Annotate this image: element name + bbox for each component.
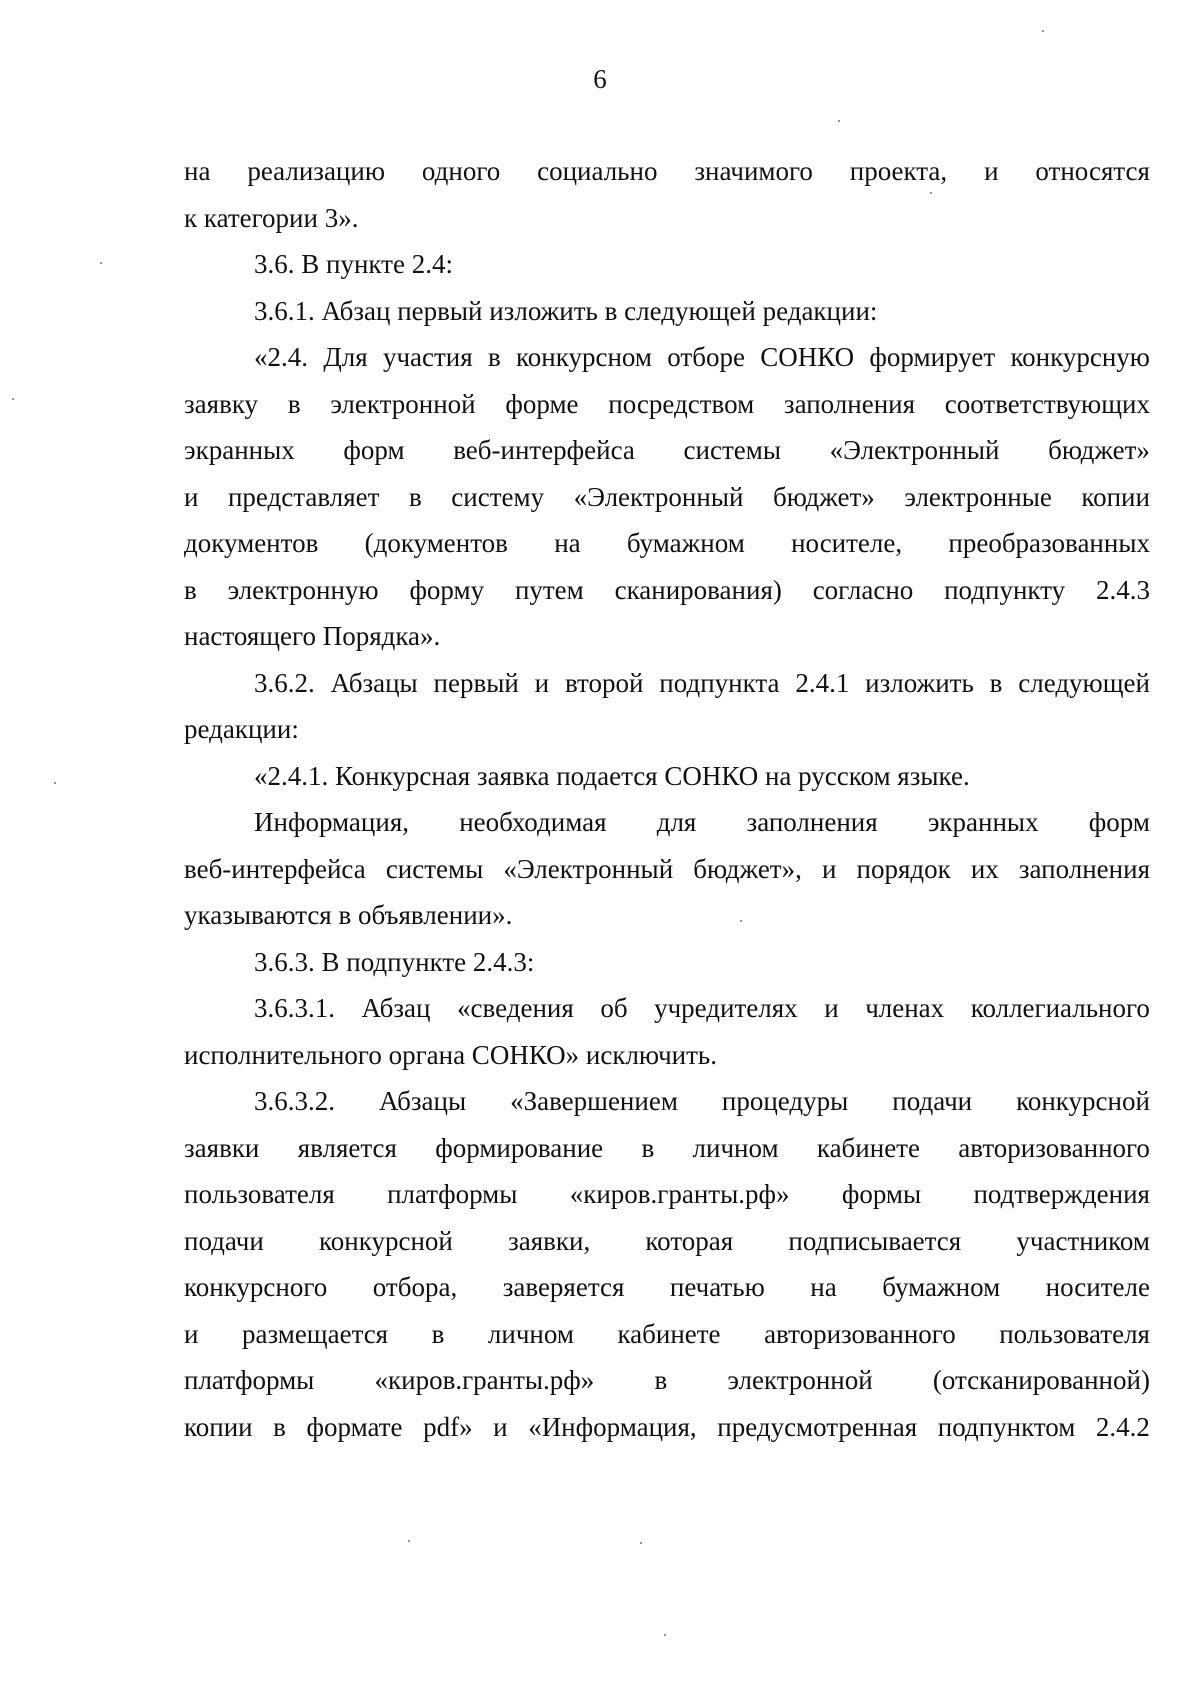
word: копии bbox=[1081, 481, 1150, 512]
word: 3.6.2. bbox=[254, 667, 315, 698]
word: одного bbox=[421, 156, 501, 186]
word: подпункту bbox=[944, 574, 1066, 605]
word: размещается bbox=[241, 1318, 389, 1349]
paragraph-line bbox=[184, 1264, 1150, 1311]
word: относятся bbox=[1035, 156, 1150, 186]
word: подписывается bbox=[788, 1225, 962, 1256]
word: на bbox=[810, 1272, 837, 1302]
word: авторизованного bbox=[764, 1318, 956, 1349]
word: их bbox=[970, 853, 999, 884]
word: СОНКО bbox=[760, 342, 855, 372]
word: представляет bbox=[227, 481, 380, 512]
word: Для bbox=[323, 342, 368, 372]
word: конкурсной bbox=[1016, 1086, 1150, 1116]
word: (отсканированной) bbox=[932, 1365, 1150, 1395]
word: бюджет» bbox=[1048, 435, 1150, 465]
word: и bbox=[184, 1318, 199, 1349]
word: на bbox=[554, 528, 581, 558]
word: в bbox=[431, 1318, 445, 1349]
word: значимого bbox=[694, 156, 813, 186]
word: в bbox=[409, 481, 422, 512]
paragraph-first-line bbox=[184, 939, 1150, 986]
word: изложить bbox=[865, 667, 974, 698]
word: в bbox=[184, 574, 197, 605]
word: заверяется bbox=[502, 1272, 625, 1302]
word: и bbox=[984, 156, 999, 186]
scan-speck bbox=[740, 920, 742, 922]
word: копии bbox=[184, 1411, 253, 1442]
word: второй bbox=[564, 667, 644, 698]
word: участником bbox=[1016, 1225, 1150, 1256]
document-body bbox=[184, 148, 1150, 1450]
paragraph-line bbox=[184, 1404, 1150, 1451]
word: и bbox=[824, 993, 839, 1023]
word: подпункта bbox=[659, 667, 780, 698]
scan-speck bbox=[1042, 30, 1044, 32]
word: в bbox=[989, 667, 1003, 698]
word: Абзацы bbox=[378, 1086, 467, 1116]
line-text: 3.6. В пункте 2.4: bbox=[254, 249, 453, 279]
word: отбора, bbox=[372, 1272, 458, 1302]
scan-speck bbox=[664, 1634, 666, 1636]
word: личном bbox=[692, 1132, 779, 1163]
word: электронной bbox=[330, 388, 476, 419]
word: в bbox=[641, 1132, 655, 1163]
word: бумажном bbox=[882, 1272, 1001, 1302]
word: (документов bbox=[364, 528, 508, 558]
line-text: 3.6.1. Абзац первый изложить в следующей редакции: bbox=[254, 295, 878, 326]
word: форм bbox=[1088, 807, 1150, 837]
word: на bbox=[184, 156, 211, 186]
scan-speck bbox=[100, 262, 102, 264]
word: участия bbox=[382, 342, 473, 372]
word: для bbox=[656, 807, 697, 837]
word: в bbox=[273, 1411, 286, 1442]
word: об bbox=[600, 993, 628, 1023]
word: согласно bbox=[812, 574, 914, 605]
word: которая bbox=[645, 1225, 734, 1256]
page-number: 6 bbox=[593, 64, 607, 94]
word: системы bbox=[385, 853, 484, 884]
word: необходимая bbox=[459, 807, 607, 837]
paragraph-line bbox=[184, 846, 1150, 893]
word: «Завершением bbox=[510, 1086, 678, 1116]
word: в bbox=[654, 1365, 668, 1395]
word: веб-интерфейса bbox=[453, 435, 635, 465]
word: в bbox=[287, 388, 301, 419]
word: подачи bbox=[892, 1086, 973, 1116]
paragraph-line bbox=[184, 1032, 1150, 1079]
word: следующей bbox=[1018, 667, 1150, 698]
paragraph-line bbox=[184, 427, 1150, 474]
word: и bbox=[493, 1411, 508, 1442]
paragraph-first-line bbox=[184, 799, 1150, 846]
word: «2.4. bbox=[254, 342, 308, 372]
paragraph-line bbox=[184, 892, 1150, 939]
word: заявки bbox=[184, 1132, 260, 1163]
word: подтверждения bbox=[973, 1179, 1150, 1209]
paragraph-line bbox=[184, 1125, 1150, 1172]
word: посредством bbox=[608, 388, 755, 419]
word: заявки, bbox=[508, 1225, 591, 1256]
paragraph-line bbox=[184, 1171, 1150, 1218]
paragraph-first-line bbox=[184, 753, 1150, 800]
word: веб-интерфейса bbox=[184, 853, 366, 884]
word: кабинете bbox=[617, 1318, 721, 1349]
paragraph-line bbox=[184, 381, 1150, 428]
word: «Электронный bbox=[573, 481, 744, 512]
paragraph-line bbox=[184, 195, 1150, 242]
word: pdf» bbox=[423, 1411, 473, 1442]
word: сканирования) bbox=[614, 574, 782, 605]
scan-speck bbox=[930, 192, 932, 194]
paragraph-line bbox=[184, 474, 1150, 521]
word: преобразованных bbox=[948, 528, 1150, 558]
word: формы bbox=[841, 1179, 922, 1209]
word: порядок bbox=[856, 853, 951, 884]
word: авторизованного bbox=[958, 1132, 1150, 1163]
word: коллегиального bbox=[970, 993, 1150, 1023]
word: бюджет» bbox=[772, 481, 875, 512]
paragraph-line bbox=[184, 520, 1150, 567]
scan-speck bbox=[640, 1542, 642, 1544]
word: экранных bbox=[927, 807, 1039, 837]
word: заполнения bbox=[746, 807, 878, 837]
word: и bbox=[821, 853, 837, 884]
word: систему bbox=[451, 481, 545, 512]
word: процедуры bbox=[721, 1086, 849, 1116]
word: носителе, bbox=[791, 528, 903, 558]
word: «сведения bbox=[457, 993, 574, 1023]
scan-speck bbox=[54, 782, 56, 784]
word: заполнения bbox=[783, 388, 916, 419]
word: соответствующих bbox=[944, 388, 1150, 419]
word: электронные bbox=[904, 481, 1052, 512]
word: является bbox=[297, 1132, 397, 1163]
line-text: указываются в объявлении». bbox=[184, 900, 513, 930]
word: «Электронный bbox=[503, 853, 674, 884]
paragraph-line bbox=[184, 613, 1150, 660]
word: форму bbox=[409, 574, 485, 605]
paragraph-first-line bbox=[184, 1078, 1150, 1125]
word: форме bbox=[505, 388, 579, 419]
scan-speck bbox=[838, 120, 840, 122]
word: платформы bbox=[387, 1179, 518, 1209]
word: и bbox=[534, 667, 550, 698]
word: форм bbox=[343, 435, 405, 465]
word: первый bbox=[433, 667, 519, 698]
word: конкурсной bbox=[319, 1225, 453, 1256]
paragraph-line bbox=[184, 1357, 1150, 1404]
word: электронную bbox=[227, 574, 379, 605]
word: путем bbox=[514, 574, 584, 605]
word: «Электронный bbox=[829, 435, 1000, 465]
paragraph-first-line bbox=[184, 241, 1150, 288]
paragraph-line bbox=[184, 1311, 1150, 1358]
paragraph-first-line bbox=[184, 660, 1150, 707]
word: формирование bbox=[435, 1132, 604, 1163]
word: 3.6.3.2. bbox=[254, 1086, 335, 1116]
word: документов bbox=[184, 528, 319, 558]
word: и bbox=[184, 481, 199, 512]
word: «киров.гранты.рф» bbox=[374, 1365, 595, 1395]
word: экранных bbox=[184, 435, 295, 465]
paragraph-line bbox=[184, 706, 1150, 753]
word: 2.4.1 bbox=[795, 667, 850, 698]
line-text: 3.6.3. В подпункте 2.4.3: bbox=[254, 946, 535, 977]
word: 2.4.3 bbox=[1095, 574, 1150, 605]
word: конкурсном bbox=[516, 342, 652, 372]
word: социально bbox=[537, 156, 658, 186]
word: проекта, bbox=[849, 156, 948, 186]
word: электронной bbox=[727, 1365, 873, 1395]
word: в bbox=[487, 342, 501, 372]
word: бумажном bbox=[626, 528, 745, 558]
word: «Информация, bbox=[528, 1411, 697, 1442]
scan-speck bbox=[408, 1540, 410, 1542]
line-text: редакции: bbox=[184, 714, 299, 744]
word: подпунктом bbox=[937, 1411, 1076, 1442]
word: Информация, bbox=[254, 807, 409, 837]
word: личном bbox=[487, 1318, 574, 1349]
paragraph-first-line bbox=[184, 334, 1150, 381]
word: системы bbox=[683, 435, 781, 465]
word: учредителях bbox=[654, 993, 798, 1023]
word: формирует bbox=[869, 342, 996, 372]
word: заполнения bbox=[1018, 853, 1150, 884]
word: бюджет», bbox=[693, 853, 802, 884]
word: отборе bbox=[667, 342, 745, 372]
word: печатью bbox=[669, 1272, 765, 1302]
line-text: к категории 3». bbox=[184, 202, 359, 233]
word: пользователя bbox=[184, 1179, 335, 1209]
paragraph-line bbox=[184, 567, 1150, 614]
word: формате bbox=[306, 1411, 403, 1442]
line-text: исполнительного органа СОНКО» исключить. bbox=[184, 1039, 717, 1070]
word: предусмотренная bbox=[717, 1411, 918, 1442]
word: подачи bbox=[184, 1225, 264, 1256]
word: 3.6.3.1. bbox=[254, 993, 335, 1023]
paragraph-line bbox=[184, 1218, 1150, 1265]
word: 2.4.2 bbox=[1095, 1411, 1150, 1442]
line-text: настоящего Порядка». bbox=[184, 621, 441, 651]
paragraph-first-line bbox=[184, 288, 1150, 335]
word: конкурсного bbox=[184, 1272, 328, 1302]
scan-speck bbox=[12, 398, 14, 400]
word: реализацию bbox=[247, 156, 386, 186]
word: Абзацы bbox=[330, 667, 418, 698]
word: пользователя bbox=[999, 1318, 1150, 1349]
word: заявку bbox=[184, 388, 259, 419]
paragraph-line bbox=[184, 148, 1150, 195]
word: Абзац bbox=[361, 993, 431, 1023]
word: членах bbox=[865, 993, 945, 1023]
word: платформы bbox=[184, 1365, 315, 1395]
paragraph-first-line bbox=[184, 985, 1150, 1032]
word: «киров.гранты.рф» bbox=[569, 1179, 790, 1209]
word: носителе bbox=[1045, 1272, 1150, 1302]
word: кабинете bbox=[816, 1132, 920, 1163]
word: конкурсную bbox=[1010, 342, 1150, 372]
line-text: «2.4.1. Конкурсная заявка подается СОНКО на русском языке. bbox=[254, 760, 970, 791]
